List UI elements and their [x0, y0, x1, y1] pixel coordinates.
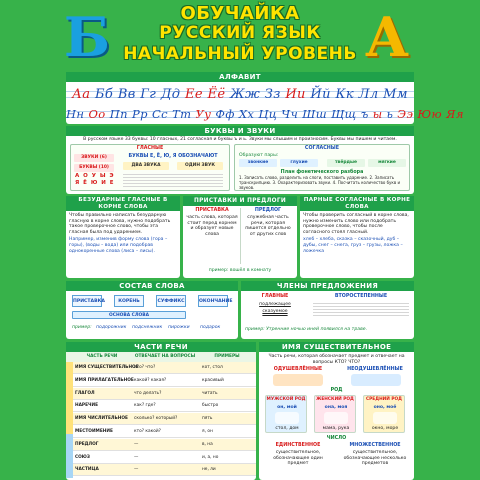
alphabet-letter: Щщ: [331, 107, 357, 121]
pos-cell-name: ГЛАГОЛ: [75, 390, 95, 396]
pos-row: [66, 426, 256, 438]
pos-cell-q: сколько? который?: [134, 416, 178, 422]
vowels-box: [70, 144, 230, 191]
pos-row: [66, 464, 256, 476]
unstressed-rule: Чтобы правильно написать безударную гласную в корне слова, нужно подобрать такое проверочное слово, чтобы эта гласная была под ударением.: [69, 213, 171, 235]
inanimate-picture: [351, 374, 401, 386]
sentence-members-title: ЧЛЕНЫ ПРЕДЛОЖЕНИЯ: [241, 281, 414, 291]
alphabet-letter: Яя: [446, 107, 464, 121]
pos-cell-ex: в, на: [202, 441, 213, 447]
pos-cell-q: какой? какая?: [134, 377, 167, 383]
gender-question: он, мой: [277, 405, 297, 410]
pos-cell-name: НАРЕЧИЕ: [75, 403, 99, 409]
composition-example-2: подснежник: [132, 325, 163, 330]
pos-cell-ex: и, а, но: [202, 454, 219, 460]
alphabet-letter: Аа: [72, 87, 91, 102]
vowels-title: ГЛАСНЫЕ: [136, 146, 164, 151]
pos-cell-ex: не, ли: [202, 467, 216, 473]
pos-row: [66, 400, 256, 412]
alphabet-letter: Дд: [160, 87, 181, 102]
pos-cell-name: СОЮЗ: [75, 454, 90, 460]
noun-title: ИМЯ СУЩЕСТВИТЕЛЬНОЕ: [259, 342, 414, 352]
composition-example-3: пирожки: [168, 325, 190, 330]
paired-title: ПАРНЫЕ СОГЛАСНЫЕ В КОРНЕ СЛОВА: [300, 196, 414, 211]
preposition-definition: служебная часть речи, которая пишется отдельно от других слов: [245, 215, 291, 237]
pos-cell-ex: читать: [202, 390, 218, 396]
pos-cell-name: ИМЯ ПРИЛАГАТЕЛЬНОЕ: [75, 377, 134, 383]
pos-table-header: [66, 352, 256, 362]
soft-label: мягкие: [368, 159, 406, 167]
alphabet-title: АЛФАВИТ: [66, 72, 414, 82]
pos-cell-name: ПРЕДЛОГ: [75, 441, 99, 447]
inanimate-title: НЕОДУШЕВЛЁННЫЕ: [347, 367, 403, 372]
composition-example-label: пример:: [72, 325, 92, 330]
prefixes-title: ПРИСТАВКИ И ПРЕДЛОГИ: [183, 196, 297, 206]
prefixes-divider: [240, 208, 241, 264]
paired-consonants-panel: [300, 196, 414, 278]
poster-subtitle: РУССКИЙ ЯЗЫК: [159, 23, 321, 43]
poster-title: ОБУЧАЙКА: [180, 3, 300, 24]
alphabet-letter: Гг: [140, 87, 157, 102]
alphabet-letter: Сс: [151, 107, 169, 121]
auxiliary-side-band: [66, 434, 73, 478]
gender-example: окно, море: [371, 426, 399, 431]
alphabet-letter: Нн: [66, 107, 85, 121]
alphabet-letter: Кк: [335, 87, 355, 102]
pos-cell-name: ЧАСТИЦА: [75, 467, 99, 473]
main-members-title: ГЛАВНЫЕ: [261, 294, 289, 299]
alphabet-letter: Цц: [258, 107, 278, 121]
paired-rule: Чтобы проверить согласный в корне слова, нужно изменить слово или подобрать проверочное слово, чтобы после согласного стоял гласный.: [303, 213, 409, 235]
singular-definition: существительное, обозначающее один предмет: [273, 450, 323, 467]
pos-cell-q: как? где?: [134, 403, 156, 409]
vowels-list-hard: А О У Ы Э: [75, 173, 115, 179]
alphabet-letter: ы: [372, 107, 383, 121]
alphabet-letter: Чч: [281, 107, 299, 121]
gender-card: [265, 395, 307, 433]
composition-example-1: подорожник: [96, 325, 127, 330]
letter-b-mascot: Б: [63, 5, 111, 69]
sentence-members-panel: [241, 281, 414, 339]
prefix-part: ПРИСТАВКА: [72, 295, 102, 307]
alphabet-letter: Мм: [383, 87, 408, 102]
secondary-members-title: ВТОРОСТЕПЕННЫЕ: [334, 294, 388, 299]
gender-picture: [324, 412, 348, 424]
independent-side-band: [66, 362, 73, 434]
alphabet-letter: Ее: [184, 87, 203, 102]
phonetic-plan-steps: 1. Записать слово, разделить на слоги, поставить ударение. 2. Записать транскрипцию. 3. Охарактеризовать звуки. 4. Посчитать количество букв и звуков.: [239, 175, 401, 190]
alphabet-letter: Ёё: [207, 87, 226, 102]
noun-panel: [259, 342, 414, 480]
singular-title: ЕДИНСТВЕННОЕ: [275, 443, 321, 448]
alphabet-row-1: [66, 86, 414, 103]
prefixes-example: пример: вошёл в комнату: [208, 268, 272, 273]
voiced-label: звонкие: [239, 159, 277, 167]
prefix-definition: часть слова, которая стоит перед корнем и образует новые слова: [186, 215, 238, 237]
alphabet-letter: Уу: [195, 107, 212, 121]
gender-picture: [373, 412, 397, 424]
pos-cell-name: ИМЯ СУЩЕСТВИТЕЛЬНОЕ: [75, 365, 139, 370]
pos-cell-q: —: [134, 454, 139, 460]
alphabet-letter: Рр: [132, 107, 148, 121]
one-sound-label: ОДИН ЗВУК: [177, 162, 223, 170]
noun-definition: Часть речи, которая обозначает предмет и отвечает на вопросы КТО? ЧТО?: [268, 354, 405, 365]
gender-example: стол, дом: [275, 426, 299, 431]
pos-header-examples: ПРИМЕРЫ: [214, 354, 240, 359]
alphabet-letter: Вв: [117, 87, 136, 102]
vowels-notes: [123, 172, 223, 187]
alphabet-letter: ъ: [360, 107, 369, 121]
preposition-col-title: ПРЕДЛОГ: [254, 208, 282, 213]
number-title: ЧИСЛО: [326, 436, 347, 441]
alphabet-panel: [66, 72, 464, 124]
pos-table-body: [66, 362, 256, 478]
gender-example: мама, рука: [322, 426, 350, 431]
animate-picture: [273, 374, 323, 386]
pos-row: [66, 413, 256, 425]
pos-cell-name: МЕСТОИМЕНИЕ: [75, 429, 113, 434]
alphabet-letter: Зз: [264, 87, 281, 102]
prefix-col-title: ПРИСТАВКА: [195, 208, 229, 213]
consonants-title: СОГЛАСНЫЕ: [304, 146, 340, 151]
alphabet-letter: Йй: [310, 87, 331, 102]
sentence-example: пример: Утренние ночью иней появился на траве.: [245, 327, 368, 332]
pos-row: [66, 362, 256, 374]
pos-cell-ex: пять: [202, 416, 213, 422]
gender-name: СРЕДНИЙ РОД: [366, 397, 402, 402]
gender-card: [363, 395, 405, 433]
suffix-part: СУФФИКС: [156, 295, 186, 307]
gender-title: РОД: [330, 388, 343, 393]
pos-cell-ex: быстро: [202, 403, 219, 409]
parts-of-speech-panel: [66, 342, 256, 480]
alphabet-row-2: [66, 106, 464, 123]
unstressed-title: БЕЗУДАРНЫЕ ГЛАСНЫЕ В КОРНЕ СЛОВА: [66, 196, 180, 211]
letters-sounds-title: БУКВЫ И ЗВУКИ: [66, 126, 414, 136]
gender-card: [314, 395, 356, 433]
pos-cell-ex: кот, стол: [202, 365, 223, 370]
vowels-two-title: БУКВЫ Е, Ё, Ю, Я ОБОЗНАЧАЮТ: [128, 154, 218, 159]
letters-sounds-panel: [66, 126, 414, 194]
alphabet-letter: Оо: [88, 107, 106, 121]
paired-examples: хлеб – хлеба, сказка – сказочный, дуб – дубы, снег – снега, груз – грузы, ложка – ложечка: [303, 237, 403, 254]
phonetic-plan-title: План фонетического разбора: [280, 170, 364, 175]
alphabet-letter: Шш: [302, 107, 328, 121]
predicate-label: сказуемое: [262, 309, 288, 314]
alphabet-letter: ь: [386, 107, 394, 121]
pos-cell-name: ИМЯ ЧИСЛИТЕЛЬНОЕ: [75, 416, 128, 422]
unstressed-example: Например, изменив форму слова (гора – горы), (воды – вода) или подобрав однокоренные слова (лиса – лисы).: [69, 237, 168, 254]
parts-of-speech-title: ЧАСТИ РЕЧИ: [66, 342, 256, 352]
alphabet-letter: Бб: [94, 87, 114, 102]
alphabet-letter: Лл: [358, 87, 379, 102]
pos-cell-q: —: [134, 441, 139, 447]
vowels-sounds-label: ЗВУКИ (6): [74, 154, 114, 162]
consonants-pairs-label: Образуют пары:: [239, 153, 279, 158]
ending-part: ОКОНЧАНИЕ: [198, 295, 228, 307]
header: [0, 0, 480, 72]
subject-label: подлежащее: [259, 302, 291, 307]
pos-cell-q: кто? что?: [134, 365, 156, 370]
pos-row: [66, 375, 256, 387]
root-part: КОРЕНЬ: [114, 295, 144, 307]
gender-name: ЖЕНСКИЙ РОД: [316, 397, 354, 402]
pos-cell-q: кто? какой?: [134, 429, 161, 434]
vowels-letters-label: БУКВЫ (10): [74, 164, 114, 172]
alphabet-letter: Тт: [172, 107, 192, 121]
alphabet-letter: Юю: [417, 107, 443, 121]
pos-cell-ex: красивый: [202, 377, 224, 383]
gender-name: МУЖСКОЙ РОД: [266, 397, 306, 402]
prefixes-panel: [183, 196, 297, 278]
plural-title: МНОЖЕСТВЕННОЕ: [349, 443, 401, 448]
alphabet-letter: Пп: [109, 107, 128, 121]
gender-question: оно, моё: [373, 405, 397, 410]
voiceless-label: глухие: [280, 159, 318, 167]
pos-cell-q: —: [134, 467, 139, 473]
alphabet-letter: Ии: [285, 87, 306, 102]
gender-question: она, моя: [324, 405, 348, 410]
pos-header-part: ЧАСТЬ РЕЧИ: [86, 354, 118, 359]
gender-picture: [275, 412, 299, 424]
letters-sounds-intro: В русском языке 33 буквы: 10 гласных, 21 согласная и буквы ъ и ь. Звуки мы слышим и произносим. Буквы мы пишем и читаем.: [83, 137, 397, 142]
unstressed-panel: [66, 196, 180, 278]
consonants-box: [234, 144, 410, 191]
pos-row: [66, 439, 256, 451]
hard-label: твёрдые: [327, 159, 365, 167]
word-base: ОСНОВА СЛОВА: [72, 311, 186, 319]
two-sounds-label: ДВА ЗВУКА: [123, 162, 169, 170]
pos-header-questions: ОТВЕЧАЕТ НА ВОПРОСЫ: [134, 354, 196, 359]
composition-panel: [66, 281, 238, 339]
alphabet-letter: Хх: [238, 107, 255, 121]
poster-level: НАЧАЛЬНЫЙ УРОВЕНЬ: [123, 44, 357, 64]
secondary-members-lines: [313, 301, 409, 316]
pos-cell-q: что делать?: [134, 390, 162, 396]
composition-title: СОСТАВ СЛОВА: [66, 281, 238, 291]
composition-example-4: подарок: [200, 325, 221, 330]
pos-cell-ex: я, он: [202, 429, 213, 434]
plural-definition: существительное, обозначающее несколько предметов: [343, 450, 407, 467]
pos-row: [66, 388, 256, 400]
alphabet-letter: Жж: [230, 87, 261, 102]
alphabet-letter: Фф: [215, 107, 235, 121]
animate-title: ОДУШЕВЛЁННЫЕ: [273, 367, 323, 372]
pos-row: [66, 452, 256, 464]
vowels-list-soft: Я Ё Ю И Е: [75, 180, 115, 186]
letter-a-mascot: А: [365, 5, 409, 69]
alphabet-letter: Ээ: [397, 107, 414, 121]
